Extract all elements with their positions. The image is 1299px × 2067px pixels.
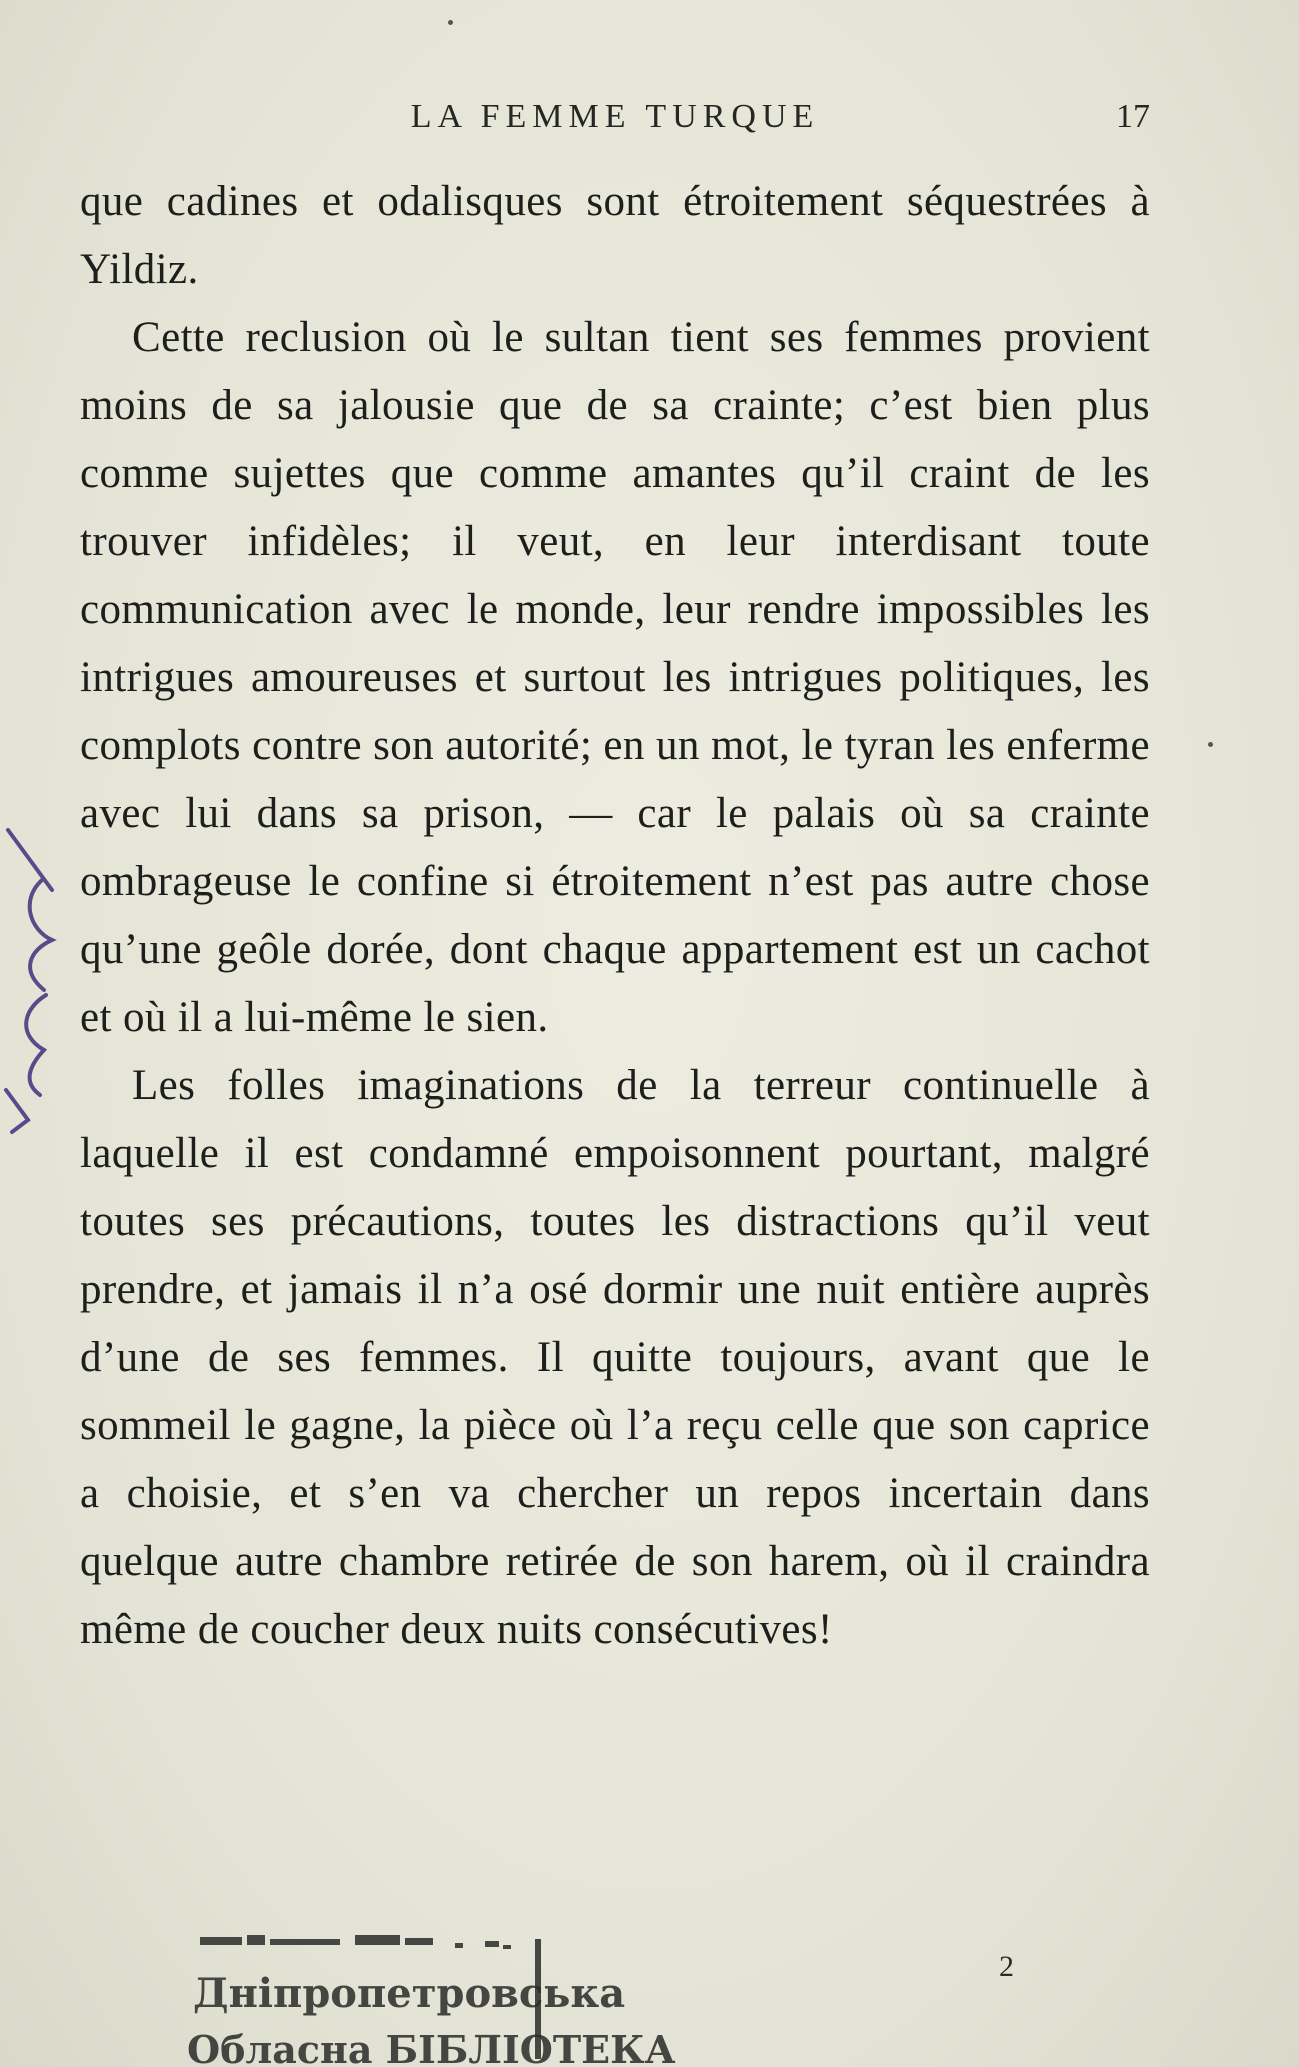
svg-text:Обласна БІБЛІОТЕКА: Обласна БІБЛІОТЕКА xyxy=(187,2027,676,2067)
paragraph-1: que cadines et odalisques sont étroitement séquestrées à Yildiz. xyxy=(80,178,1150,293)
running-head: LA FEMME TURQUE xyxy=(410,98,820,135)
paper-speck xyxy=(448,20,453,25)
paragraph-3: Les folles imaginations de la terreur continuelle à laquelle il est condamné empoisonnent pourtant, malgré toutes ses précautions, toutes les distractions qu’il veut prendre, et jamais il n’a osé dormir une nuit entière auprès d’une de ses femmes. Il quitte toujours, avant que le sommeil le gagne, la pièce où l’a reçu celle que son caprice a choisie, et s’en va chercher un repos incertain dans quelque autre chambre retirée de son harem, où il craindra même de coucher deux nuits consécutives! xyxy=(80,1062,1150,1653)
svg-text:Дніпропетровська: Дніпропетровська xyxy=(193,1970,626,2017)
pencil-annotation-mark xyxy=(0,820,80,1140)
signature-mark: 2 xyxy=(999,1950,1014,1983)
paragraph-2: Cette reclusion où le sultan tient ses femmes provient moins de sa jalousie que de sa crainte; c’est bien plus comme sujettes que comme amantes qu’il craint de les trouver infidèles; il veut, en leur interdisant toute communication avec le monde, leur rendre impossibles les intrigues amoureuses et surtout les intrigues politiques, les complots contre son autorité; en un mot, le tyran les enferme avec lui dans sa prison, — car le palais où sa crainte ombrageuse le confine si étroitement n’est pas autre chose qu’une geôle dorée, dont chaque appartement est un cachot et où il a lui-même le sien. xyxy=(80,314,1150,1041)
body-text xyxy=(80,168,1150,1664)
page-header xyxy=(80,98,1150,148)
page-number: 17 xyxy=(1116,98,1150,135)
library-stamp xyxy=(185,1935,685,2067)
paper-speck xyxy=(1208,742,1213,747)
